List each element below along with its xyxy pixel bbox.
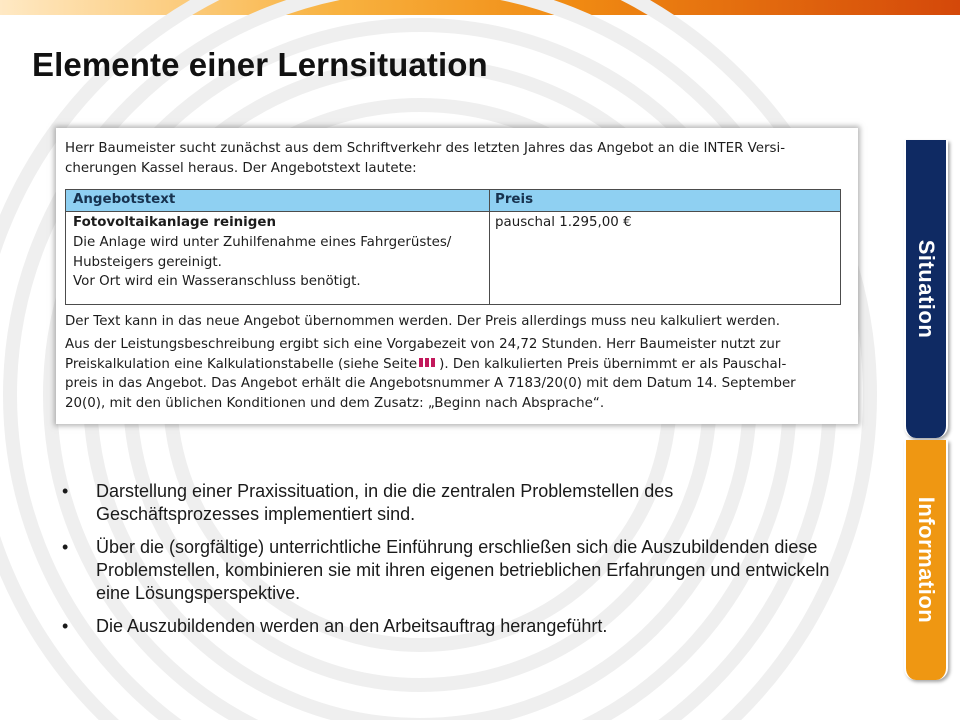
page-title: Elemente einer Lernsituation (32, 46, 488, 83)
scenario-intro-text: Herr Baumeister sucht zunächst aus dem Schriftverkehr des letzten Jahres das Angebot an die INTER Versi- cherungen Kassel heraus. Der Angebotstext lautete: (65, 141, 786, 176)
list-item (62, 615, 832, 638)
offer-item-description (73, 233, 483, 292)
scenario-calculation-part2: ). Den kalkulierten Preis übernimmt er als Pauschal- preis in das Angebot. Das Angebot erhält die Angebotsnummer A 7183/20(0) mit dem Datum 14. September 20(0), mit den üblichen Konditionen und dem Zusatz: „Beginn nach Absprache“. (65, 356, 796, 411)
offer-table-header (66, 190, 840, 212)
side-tab-information[interactable] (904, 440, 948, 680)
scenario-calculation-part1: Aus der Leistungsbeschreibung ergibt sich eine Vorgabezeit von 24,72 Stunden. Herr Baumeister nutzt zur Preiskalkulation eine Kalkulationstabelle (siehe Seite (65, 337, 781, 372)
offer-table-header-text: Angebotstext (73, 192, 176, 207)
offer-item-line: Vor Ort wird ein Wasseranschluss benötigt. (73, 274, 361, 289)
side-tab-situation-label: Situation (914, 239, 939, 339)
offer-item-line: Die Anlage wird unter Zuhilfenahme eines Fahrgerüstes/ (73, 235, 452, 250)
offer-item-price: pauschal 1.295,00 € (495, 215, 632, 230)
scenario-after-table-text: Der Text kann in das neue Angebot übernommen werden. Der Preis allerdings muss neu kalkuliert werden. (65, 314, 781, 329)
list-item-text: Die Auszubildenden werden an den Arbeitsauftrag herangeführt. (96, 616, 608, 636)
offer-table (65, 189, 841, 305)
side-tab-situation[interactable] (904, 140, 948, 438)
offer-item-title: Fotovoltaikanlage reinigen (73, 215, 276, 230)
scenario-calculation-text (65, 335, 850, 413)
scenario-document-excerpt (56, 128, 858, 424)
list-item-text: Darstellung einer Praxissituation, in die die zentralen Problemstellen des Geschäftsprozesses implementiert sind. (96, 481, 674, 524)
side-tab-information-label: Information (914, 496, 939, 624)
page-reference-marker-icon (419, 358, 437, 367)
list-item (62, 480, 832, 526)
list-item (62, 536, 832, 605)
offer-table-header-price: Preis (495, 192, 534, 207)
bullet-icon: • (62, 537, 69, 557)
list-item-text: Über die (sorgfältige) unterrichtliche Einführung erschließen sich die Auszubildenden diese Problemstellen, kombinieren sie mit ihren eigenen betrieblichen Erfahrungen und entwickeln eine Lösungsperspektive. (96, 537, 830, 603)
bullet-list (62, 480, 832, 648)
offer-item-line: Hubsteigers gereinigt. (73, 254, 222, 270)
bullet-icon: • (62, 481, 69, 501)
bullet-icon: • (62, 616, 69, 636)
offer-table-column-divider (489, 190, 490, 304)
